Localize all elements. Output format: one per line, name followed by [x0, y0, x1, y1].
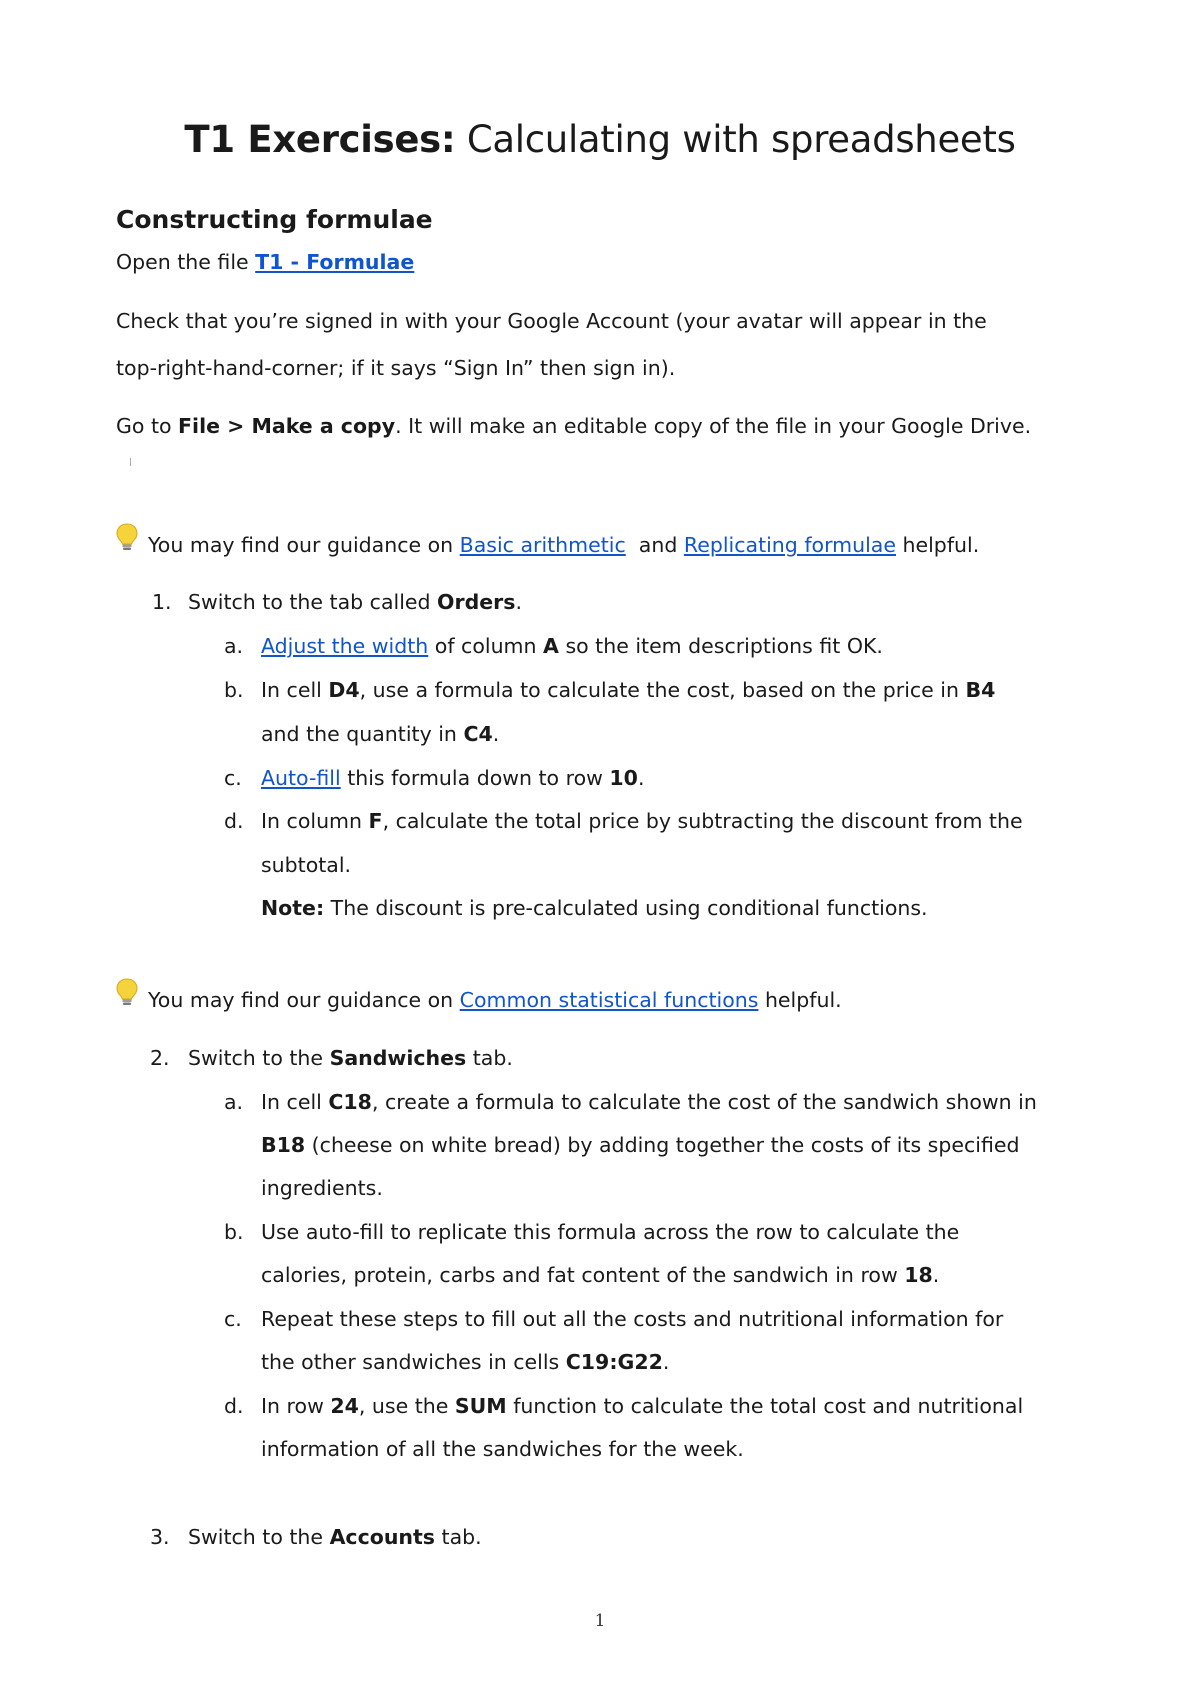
item-1b-cell-c4: C4 — [463, 722, 493, 746]
check-signin-line-2: top-right-hand-corner; if it says “Sign In” then sign in). — [116, 356, 676, 380]
section-heading: Constructing formulae — [116, 205, 433, 234]
item-2a-line2-text: (cheese on white bread) by adding together the costs of its specified — [305, 1133, 1020, 1157]
item-1a-text-1: of column — [428, 634, 544, 658]
tip-2-suffix: helpful. — [758, 988, 842, 1012]
item-1b-line2-end: . — [492, 722, 500, 746]
item-2b-line2-text: calories, protein, carbs and fat content of the sandwich in row — [261, 1263, 905, 1287]
list-item-2a-line-2 — [261, 1133, 1020, 1157]
tip-1-suffix: helpful. — [895, 533, 980, 557]
list-item-2c: Repeat these steps to fill out all the costs and nutritional information for — [261, 1307, 1004, 1331]
check-signin-line-1: Check that you’re signed in with your Google Account (your avatar will appear in the — [116, 309, 987, 333]
tip-2-line — [148, 988, 842, 1012]
adjust-width-link[interactable]: Adjust the width — [261, 634, 429, 658]
formulae-file-link[interactable]: T1 - Formulae — [255, 250, 415, 274]
make-copy-line — [116, 414, 1031, 438]
list-marker-3: 3. — [150, 1525, 170, 1549]
item-1c-text-1: this formula down to row — [340, 766, 610, 790]
list-marker-1d: d. — [224, 809, 244, 833]
list-item-2b-line-2 — [261, 1263, 939, 1287]
item-1-suffix: . — [515, 590, 523, 614]
note-label: Note: — [261, 896, 325, 920]
list-marker-2: 2. — [150, 1046, 170, 1070]
list-marker-2c: c. — [224, 1307, 242, 1331]
list-item-2a-line-3: ingredients. — [261, 1176, 383, 1200]
make-copy-menu-path: File > Make a copy — [178, 414, 396, 438]
item-2d-text-1: In row — [261, 1394, 331, 1418]
item-2-prefix: Switch to the — [188, 1046, 330, 1070]
page-title — [0, 118, 1200, 161]
list-item-1b — [261, 678, 995, 702]
item-2b-line2-end: . — [932, 1263, 940, 1287]
list-marker-2b: b. — [224, 1220, 244, 1244]
item-3-tab-name: Accounts — [329, 1525, 436, 1549]
list-marker-1b: b. — [224, 678, 244, 702]
list-item-2 — [188, 1046, 513, 1070]
list-item-2a — [261, 1090, 1037, 1114]
lightbulb-icon — [114, 522, 140, 552]
list-item-1c — [261, 766, 644, 790]
item-1-tab-name: Orders — [437, 590, 516, 614]
item-1a-text-2: so the item descriptions fit OK. — [558, 634, 883, 658]
item-2d-function: SUM — [454, 1394, 507, 1418]
list-marker-2a: a. — [224, 1090, 244, 1114]
item-1b-text-1: In cell — [261, 678, 329, 702]
item-1a-column: A — [543, 634, 559, 658]
item-1d-text-2: , calculate the total price by subtracting the discount from the — [382, 809, 1023, 833]
item-1d-text-1: In column — [261, 809, 369, 833]
page-number: 1 — [594, 1611, 606, 1631]
item-1b-cell-b4: B4 — [965, 678, 996, 702]
list-item-2d — [261, 1394, 1023, 1418]
note-text: The discount is pre-calculated using conditional functions. — [324, 896, 928, 920]
open-file-prefix: Open the file — [116, 250, 256, 274]
title-bold: T1 Exercises: — [184, 118, 456, 161]
item-3-suffix: tab. — [435, 1525, 482, 1549]
list-marker-1: 1. — [152, 590, 172, 614]
item-2d-text-2: , use the — [358, 1394, 455, 1418]
auto-fill-link[interactable]: Auto-fill — [261, 766, 341, 790]
item-2c-range: C19:G22 — [565, 1350, 663, 1374]
item-1c-row: 10 — [609, 766, 638, 790]
item-2-tab-name: Sandwiches — [329, 1046, 467, 1070]
open-file-line — [116, 250, 414, 274]
list-item-3 — [188, 1525, 482, 1549]
item-2a-text-1: In cell — [261, 1090, 329, 1114]
list-item-1d-line-2: subtotal. — [261, 853, 352, 877]
item-2c-line2-end: . — [662, 1350, 670, 1374]
list-item-1 — [188, 590, 522, 614]
item-2c-line2-text: the other sandwiches in cells — [261, 1350, 566, 1374]
common-statistical-functions-link[interactable]: Common statistical functions — [459, 988, 759, 1012]
list-item-1d — [261, 809, 1023, 833]
list-item-1a — [261, 634, 883, 658]
tip-1-middle: and — [625, 533, 684, 557]
item-1d-column: F — [368, 809, 383, 833]
stray-mark — [130, 458, 131, 466]
item-2a-text-2: , create a formula to calculate the cost of the sandwich shown in — [371, 1090, 1037, 1114]
list-item-1b-line-2 — [261, 722, 499, 746]
lightbulb-icon — [114, 977, 140, 1007]
note-line — [261, 896, 928, 920]
item-1c-text-2: . — [637, 766, 645, 790]
tip-1-prefix: You may find our guidance on — [148, 533, 460, 557]
item-2a-cell-c18: C18 — [328, 1090, 372, 1114]
item-1b-line2-text: and the quantity in — [261, 722, 464, 746]
item-1b-cell-d4: D4 — [328, 678, 360, 702]
list-item-2b: Use auto-fill to replicate this formula across the row to calculate the — [261, 1220, 960, 1244]
list-marker-1a: a. — [224, 634, 244, 658]
item-2-suffix: tab. — [466, 1046, 513, 1070]
basic-arithmetic-link[interactable]: Basic arithmetic — [459, 533, 626, 557]
list-marker-2d: d. — [224, 1394, 244, 1418]
item-1b-text-2: , use a formula to calculate the cost, based on the price in — [359, 678, 966, 702]
tip-2-prefix: You may find our guidance on — [148, 988, 460, 1012]
list-item-2c-line-2 — [261, 1350, 669, 1374]
item-2b-row: 18 — [904, 1263, 933, 1287]
item-3-prefix: Switch to the — [188, 1525, 330, 1549]
make-copy-suffix: . It will make an editable copy of the file in your Google Drive. — [395, 414, 1032, 438]
item-1-prefix: Switch to the tab called — [188, 590, 438, 614]
list-item-2d-line-2: information of all the sandwiches for the week. — [261, 1437, 744, 1461]
make-copy-prefix: Go to — [116, 414, 179, 438]
tip-1-line — [148, 533, 979, 557]
item-2a-cell-b18: B18 — [261, 1133, 306, 1157]
title-rest: Calculating with spreadsheets — [455, 118, 1016, 161]
item-2d-text-3: function to calculate the total cost and nutritional — [506, 1394, 1024, 1418]
replicating-formulae-link[interactable]: Replicating formulae — [683, 533, 896, 557]
item-2d-row: 24 — [330, 1394, 359, 1418]
list-marker-1c: c. — [224, 766, 242, 790]
